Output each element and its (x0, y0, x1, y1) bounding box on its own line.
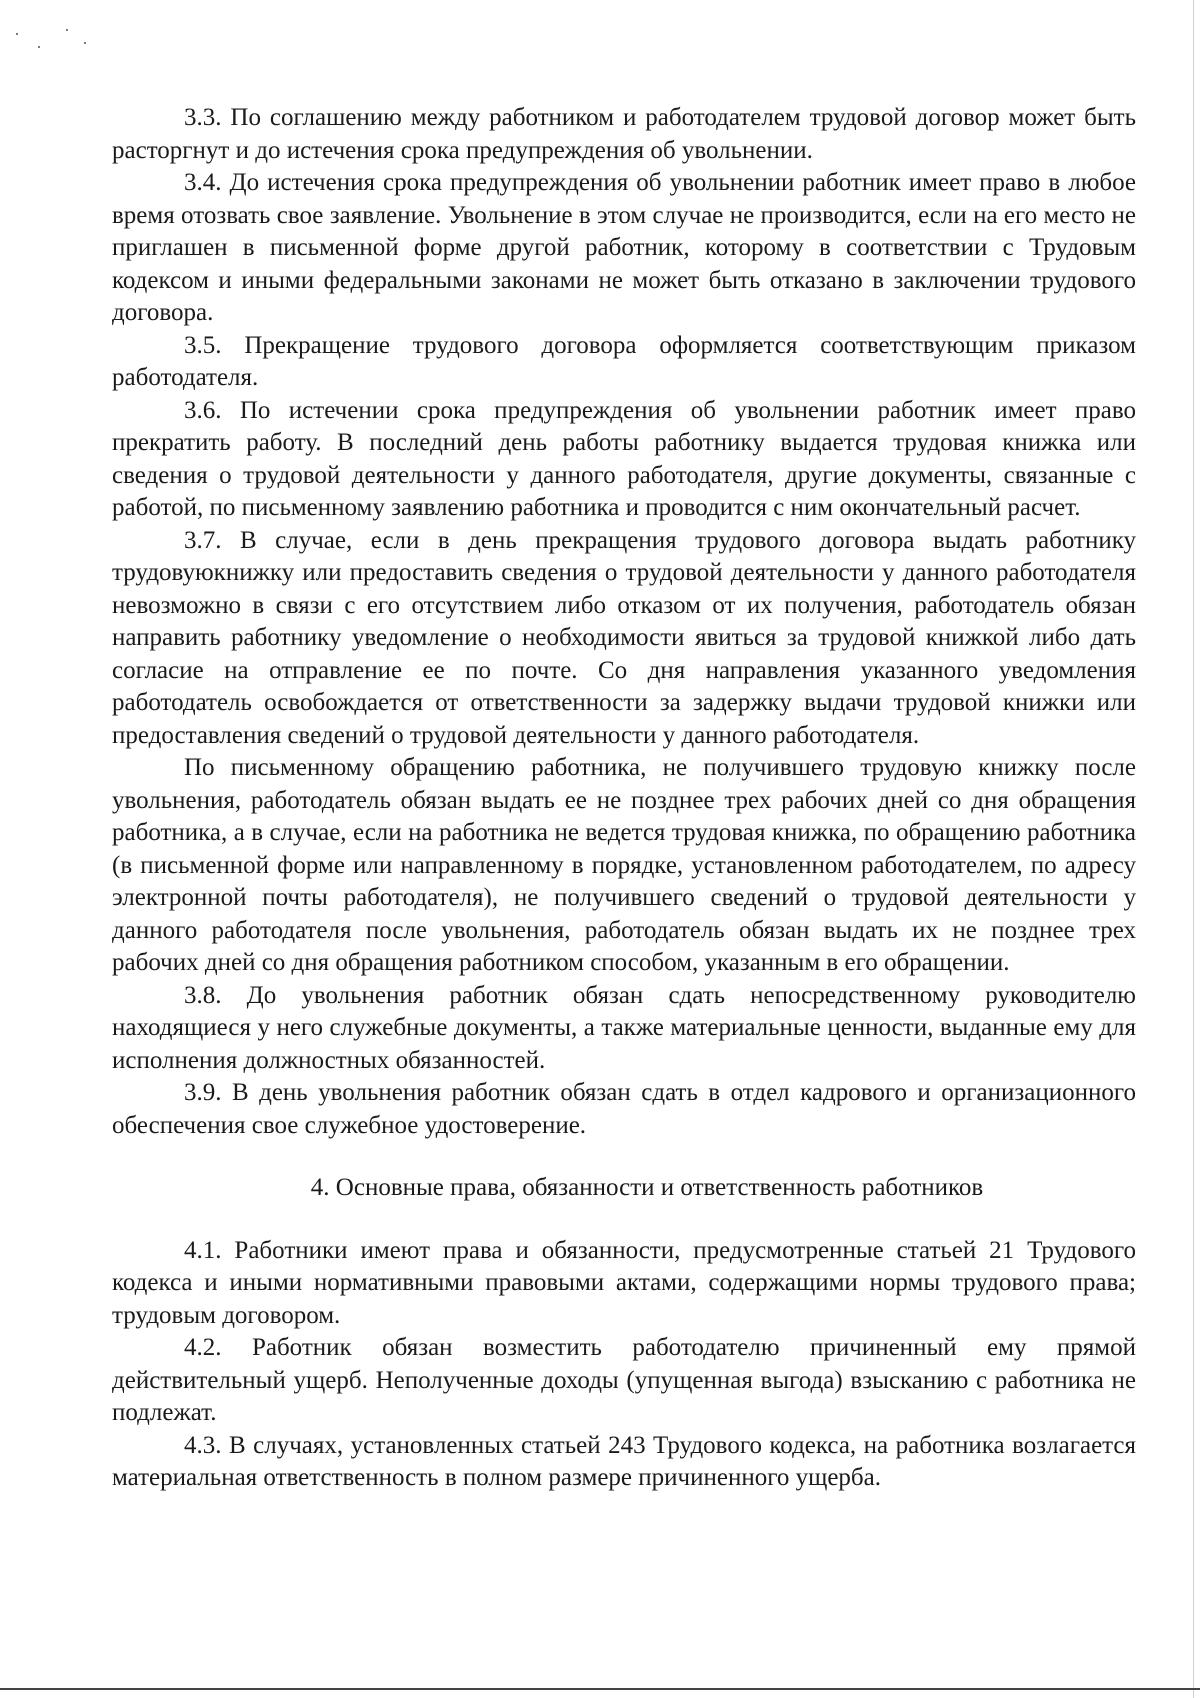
paragraph-3-4: 3.4. До истечения срока предупреждения об увольнении работник имеет право в любое время отозвать свое заявление. Увольнение в этом случае не производится, если на его место не приглашен в письменной форме другой работник, которому в соответствии с Трудовым кодексом и иными федеральными законами не может быть отказано в заключении трудового договора. (112, 169, 1136, 326)
document-body (112, 102, 1136, 1495)
paragraph-4-2: 4.2. Работник обязан возместить работодателю причиненный ему прямой действительный ущерб. Неполученные доходы (упущенная выгода) взысканию с работника не подлежат. (112, 1334, 1136, 1426)
paragraph-4-1: 4.1. Работники имеют права и обязанности, предусмотренные статьей 21 Трудового кодекса и иными нормативными правовыми актами, содержащими нормы трудового права; трудовым договором. (112, 1236, 1136, 1329)
scan-speck (84, 42, 86, 44)
scan-speck (38, 46, 40, 48)
paragraph-3-6: 3.6. По истечении срока предупреждения об увольнении работник имеет право прекратить работу. В последний день работы работнику выдается трудовая книжка или сведения о трудовой деятельности у данного работодателя, другие документы, связанные с работой, по письменному заявлению работника и проводится с ним окончательный расчет. (112, 396, 1136, 521)
scan-speck (66, 29, 68, 31)
paragraph-3-8: 3.8. До увольнения работник обязан сдать непосредственному руководителю находящиеся у него служебные документы, а также материальные ценности, выданные ему для исполнения должностных обязанностей. (112, 981, 1136, 1074)
scan-edge (1193, 0, 1194, 1698)
section-heading: 4. Основные права, обязанности и ответственность работников (310, 1174, 984, 1201)
paragraph-3-7-continued: По письменному обращению работника, не получившего трудовую книжку после увольнения, работодатель обязан выдать ее не позднее трех рабочих дней со дня обращения работника, а в случае, если на работника не ведется трудовая книжка, по обращению работника (в письменной форме или направленному в порядке, установленном работодателем, по адресу электронной почты работодателя), не получившего сведений о трудовой деятельности у данного работодателя после увольнения, работодатель обязан выдать их не позднее трех рабочих дней со дня обращения работником способом, указанным в его обращении. (112, 754, 1136, 976)
paragraph-3-7: 3.7. В случае, если в день прекращения трудового договора выдать работнику трудовуюкнижку или предоставить сведения о трудовой деятельности у данного работодателя невозможно в связи с его отсутствием либо отказом от их получения, работодатель обязан направить работнику уведомление о необходимости явиться за трудовой книжкой либо дать согласие на отправление ее по почте. Со дня направления указанного уведомления работодатель освобождается от ответственности за задержку выдачи трудовой книжки или предоставления сведений о трудовой деятельности у данного работодателя. (112, 526, 1136, 749)
paragraph-4-3: 4.3. В случаях, установленных статьей 243 Трудового кодекса, на работника возлагается материальная ответственность в полном размере причиненного ущерба. (112, 1431, 1136, 1491)
paragraph-3-3: 3.3. По соглашению между работником и работодателем трудовой договор может быть расторгнут и до истечения срока предупреждения об увольнении. (112, 104, 1136, 164)
scan-speck (16, 33, 18, 35)
paragraph-3-5: 3.5. Прекращение трудового договора оформляется соответствующим приказом работодателя. (112, 331, 1136, 391)
paragraph-3-9: 3.9. В день увольнения работник обязан сдать в отдел кадрового и организационного обеспечения свое служебное удостоверение. (112, 1079, 1136, 1139)
scan-bottom-rule (0, 1688, 1200, 1690)
